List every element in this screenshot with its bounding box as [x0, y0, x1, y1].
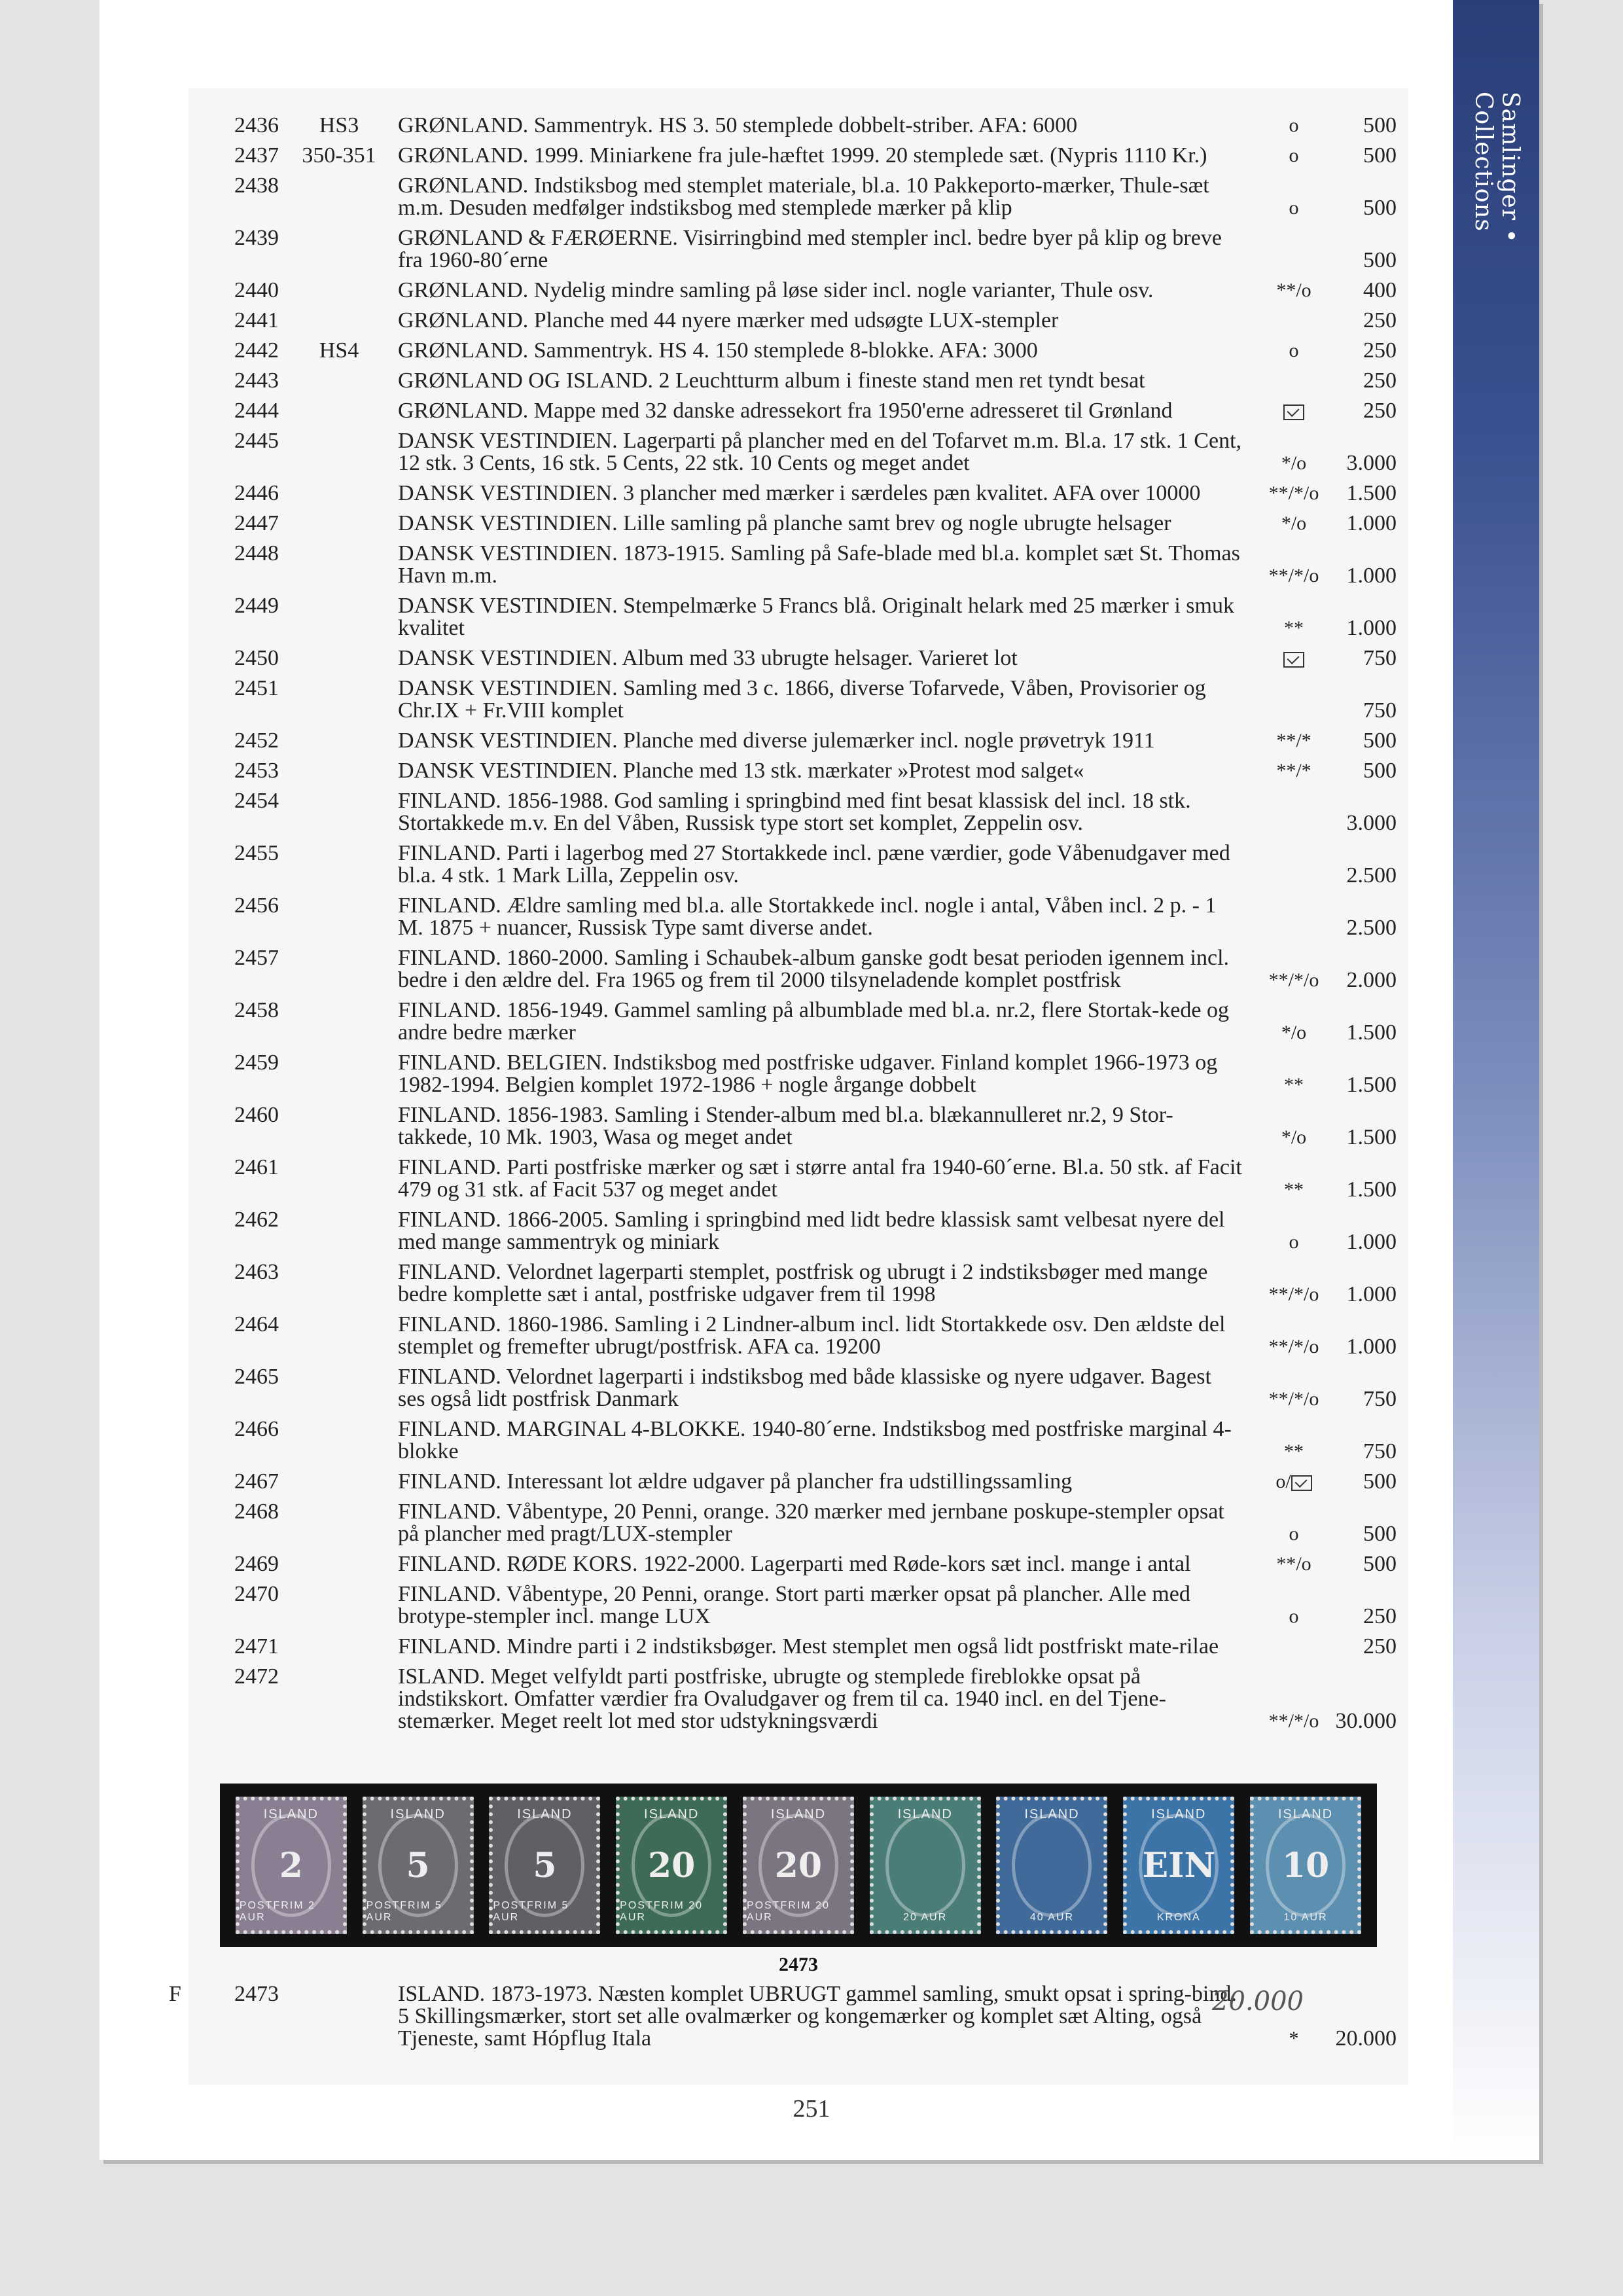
- sidebar-label: Samlinger • Collections: [1470, 92, 1524, 243]
- stamp-inscription: 10 AUR: [1283, 1912, 1328, 1923]
- stamp-oval: [1139, 1814, 1219, 1917]
- lot-row: [188, 999, 1408, 1044]
- lot-number: 2449: [234, 594, 279, 618]
- stamp-oval: [885, 1814, 965, 1917]
- lot-description: FINLAND. RØDE KORS. 1922-2000. Lagerparti med Røde-kors sæt incl. mange i antal: [398, 1552, 1191, 1576]
- lot-number: 2473: [234, 1982, 279, 2006]
- lot-condition: o: [1289, 197, 1299, 219]
- lot-row: [188, 895, 1408, 939]
- lot-description: ISLAND. Meget velfyldt parti postfriske, ubrugte og stemplede fireblokke opsat på indstikskort. Omfatter værdier fra Ovaludgaver og frem til ca. 1940 incl. en del Tjene-stemærker. Meget reelt lot med stor udstykningsværdi: [398, 1664, 1166, 1733]
- lot-price: 750: [1363, 1387, 1397, 1411]
- stamp-image: [996, 1797, 1107, 1934]
- lot-row: [188, 1553, 1408, 1575]
- stamp-value: 5: [406, 1845, 430, 1886]
- lot-description: FINLAND. Velordnet lagerparti stemplet, postfrisk og ubrugt i 2 indstiksbøger med mange bedre komplette sæt i antal, postfriske udgaver frem til 1998: [398, 1260, 1208, 1306]
- lot-price: 500: [1363, 113, 1397, 137]
- stamp-oval: [1266, 1814, 1346, 1917]
- lot-row: [188, 430, 1408, 475]
- lot-price: 1.000: [1346, 1335, 1397, 1359]
- lot-price: 3.000: [1346, 451, 1397, 475]
- lot-condition: o: [1289, 115, 1299, 136]
- lot-condition: o: [1289, 1605, 1299, 1627]
- stamp-country: ISLAND: [390, 1807, 446, 1821]
- lot-number: 2457: [234, 946, 279, 970]
- lot-price: 1.500: [1346, 1073, 1397, 1097]
- lot-description: FINLAND. BELGIEN. Indstiksbog med postfriske udgaver. Finland komplet 1966-1973 og 1982-1994. Belgien komplet 1972-1986 + nogle årgange dobbelt: [398, 1050, 1218, 1097]
- lot-price: 2.500: [1346, 863, 1397, 888]
- lot-condition: o: [1289, 340, 1299, 361]
- lot-price: 30.000: [1335, 1709, 1397, 1733]
- lot-number: 2468: [234, 1499, 279, 1524]
- lot-row: [188, 279, 1408, 302]
- lot-price: 500: [1363, 196, 1397, 220]
- stamp-image: [616, 1797, 727, 1934]
- lot-description: GRØNLAND. Indstiksbog med stemplet materiale, bl.a. 10 Pakkeporto-mærker, Thule-sæt m.m. Desuden medfølger indstiksbog med stemplede mærker på klip: [398, 173, 1209, 220]
- lot-row: [188, 1366, 1408, 1410]
- lot-reference: 350-351: [302, 143, 376, 168]
- lot-condition: */o: [1281, 452, 1307, 474]
- lot-description: FINLAND. Parti postfriske mærker og sæt i større antal fra 1940-60´erne. Bl.a. 50 stk. af Facit 479 og 31 stk. af Facit 537 og meget andet: [398, 1155, 1242, 1202]
- lot-number: 2450: [234, 646, 279, 670]
- lot-number: 2453: [234, 759, 279, 783]
- lot-number: 2471: [234, 1634, 279, 1659]
- lot-number: 2446: [234, 481, 279, 505]
- lot-row: [188, 400, 1408, 422]
- lot-condition: **: [1284, 1074, 1304, 1096]
- lot-row: [188, 310, 1408, 332]
- stamp-value: 20: [774, 1845, 823, 1886]
- lot-description: ISLAND. 1873-1973. Næsten komplet UBRUGT gammel samling, smukt opsat i spring-bind. 5 Skillingsmærker, stort set alle ovalmærker og kongemærker og komplet sæt Alting, også Tjeneste, samt Hópflug Itala: [398, 1982, 1237, 2051]
- stamp-inscription: POSTFRIM 5 AUR: [366, 1900, 442, 1923]
- lot-number: 2467: [234, 1469, 279, 1494]
- lot-row: [188, 1636, 1408, 1658]
- lot-description: GRØNLAND. Planche med 44 nyere mærker med udsøgte LUX-stempler: [398, 308, 1059, 332]
- lot-condition: */o: [1281, 1126, 1307, 1148]
- lot-number: 2443: [234, 368, 279, 393]
- lot-number: 2447: [234, 511, 279, 535]
- lot-condition: **/*/o: [1268, 1336, 1319, 1357]
- lot-description: FINLAND. MARGINAL 4-BLOKKE. 1940-80´erne. Indstiksbog med postfriske marginal 4-blokke: [398, 1417, 1232, 1463]
- lot-description: GRØNLAND & FÆRØERNE. Visirringbind med stempler incl. bedre byer på klip og breve fra 1960-80´erne: [398, 226, 1222, 272]
- envelope-icon: [1283, 404, 1304, 420]
- lot-description: GRØNLAND. Mappe med 32 danske adressekort fra 1950'erne adresseret til Grønland: [398, 399, 1173, 423]
- lot-row: [188, 1157, 1408, 1201]
- lot-price: 500: [1363, 1522, 1397, 1546]
- lot-row: [188, 730, 1408, 752]
- lot-reference: HS4: [319, 338, 359, 363]
- lot-condition: **: [1284, 617, 1304, 639]
- lot-row: [188, 482, 1408, 505]
- lot-number: 2463: [234, 1260, 279, 1284]
- lot-row: [188, 595, 1408, 639]
- stamp-image: [363, 1797, 474, 1934]
- lot-price: 1.000: [1346, 1282, 1397, 1306]
- lot-price: 750: [1363, 646, 1397, 670]
- lot-description: FINLAND. 1856-1983. Samling i Stender-album med bl.a. blækannulleret nr.2, 9 Stor-takkede, 10 Mk. 1903, Wasa og meget andet: [398, 1103, 1173, 1149]
- photo-caption: 2473: [779, 1954, 818, 1975]
- lot-condition: **/o: [1276, 279, 1311, 301]
- stamp-value: 2: [279, 1845, 303, 1886]
- lot-price: 500: [1363, 1469, 1397, 1494]
- envelope-icon: [1283, 652, 1304, 668]
- lot-condition: o: [1289, 145, 1299, 166]
- stamp-value: 20: [647, 1845, 696, 1886]
- lot-number: 2444: [234, 399, 279, 423]
- lot-row: [188, 1471, 1408, 1493]
- lot-condition: **/*/o: [1268, 1710, 1319, 1732]
- lot-number: 2462: [234, 1208, 279, 1232]
- lot-price: 750: [1363, 1439, 1397, 1463]
- lot-row: [188, 790, 1408, 834]
- stamp-image: [236, 1797, 347, 1934]
- stamp-inscription: 40 AUR: [1029, 1912, 1075, 1923]
- lot-row: [188, 842, 1408, 887]
- stamp-value: 10: [1281, 1845, 1330, 1886]
- lot-description: DANSK VESTINDIEN. 3 plancher med mærker i særdeles pæn kvalitet. AFA over 10000: [398, 481, 1201, 505]
- stamp-country: ISLAND: [517, 1807, 573, 1821]
- lot-description: GRØNLAND. Nydelig mindre samling på løse sider incl. nogle varianter, Thule osv.: [398, 278, 1154, 302]
- stamp-oval: [1012, 1814, 1092, 1917]
- lot-number: 2458: [234, 998, 279, 1022]
- lot-number: 2466: [234, 1417, 279, 1441]
- lot-price: 1.500: [1346, 1177, 1397, 1202]
- lot-row: [188, 1209, 1408, 1253]
- lot-description: DANSK VESTINDIEN. 1873-1915. Samling på Safe-blade med bl.a. komplet sæt St. Thomas Havn m.m.: [398, 541, 1240, 588]
- lot-description: GRØNLAND. Sammentryk. HS 4. 150 stemplede 8-blokke. AFA: 3000: [398, 338, 1038, 363]
- lot-condition: **/*/o: [1268, 1388, 1319, 1410]
- content-area: [169, 88, 1408, 2085]
- lot-condition: **/*: [1276, 730, 1311, 751]
- lot-number: 2455: [234, 841, 279, 865]
- lot-number: 2441: [234, 308, 279, 332]
- lot-price: 250: [1363, 308, 1397, 332]
- lot-number: 2464: [234, 1312, 279, 1336]
- lot-row: [188, 543, 1408, 587]
- stamp-country: ISLAND: [1024, 1807, 1080, 1821]
- lot-description: DANSK VESTINDIEN. Planche med 13 stk. mærkater »Protest mod salget«: [398, 759, 1084, 783]
- stamp-inscription: KRONA: [1156, 1912, 1201, 1923]
- lot-price: 1.000: [1346, 616, 1397, 640]
- lot-number: 2452: [234, 728, 279, 753]
- stamp-country: ISLAND: [1277, 1807, 1334, 1821]
- lot-price: 400: [1363, 278, 1397, 302]
- lot-description: GRØNLAND. Sammentryk. HS 3. 50 stemplede dobbelt-striber. AFA: 6000: [398, 113, 1078, 137]
- lot-price: 250: [1363, 1604, 1397, 1628]
- lot-description: DANSK VESTINDIEN. Planche med diverse julemærker incl. nogle prøvetryk 1911: [398, 728, 1155, 753]
- lot-price: 250: [1363, 368, 1397, 393]
- lot-condition: **/*/o: [1268, 565, 1319, 586]
- lot-row: [188, 115, 1408, 137]
- lot-row: [188, 1418, 1408, 1463]
- lot-price: 2.500: [1346, 916, 1397, 940]
- lot-description: FINLAND. Våbentype, 20 Penni, orange. 320 mærker med jernbane poskupe-stempler opsat på plancher med pragt/LUX-stempler: [398, 1499, 1224, 1546]
- lot-row: [188, 370, 1408, 392]
- lot-price: 250: [1363, 399, 1397, 423]
- lot-condition: o: [1289, 1523, 1299, 1545]
- lot-row: [188, 647, 1408, 670]
- lot-description: FINLAND. Ældre samling med bl.a. alle Stortakkede incl. nogle i antal, Våben incl. 2 p. - 1 M. 1875 + nuancer, Russisk Type samt diverse andet.: [398, 893, 1217, 940]
- lot-price: 1.500: [1346, 1020, 1397, 1045]
- lot-description: DANSK VESTINDIEN. Stempelmærke 5 Francs blå. Originalt helark med 25 mærker i smuk kvalitet: [398, 594, 1234, 640]
- lot-description: DANSK VESTINDIEN. Album med 33 ubrugte helsager. Varieret lot: [398, 646, 1018, 670]
- lot-description: FINLAND. 1856-1949. Gammel samling på albumblade med bl.a. nr.2, flere Stortak-kede og andre bedre mærker: [398, 998, 1229, 1045]
- lot-condition: **/*/o: [1268, 1283, 1319, 1305]
- page-number: 251: [793, 2095, 830, 2123]
- lot-number: 2459: [234, 1050, 279, 1075]
- lot-row: [188, 760, 1408, 782]
- lot-number: 2445: [234, 429, 279, 453]
- lot-price: 500: [1363, 728, 1397, 753]
- lot-description: FINLAND. Velordnet lagerparti i indstiksbog med både klassiske og nyere udgaver. Bagest ses også lidt postfrisk Danmark: [398, 1365, 1211, 1411]
- lot-price: 500: [1363, 248, 1397, 272]
- lot-condition: **: [1284, 1179, 1304, 1200]
- lot-condition: o: [1289, 1231, 1299, 1253]
- lot-description: GRØNLAND. 1999. Miniarkene fra jule-hæftet 1999. 20 stemplede sæt. (Nypris 1110 Kr.): [398, 143, 1207, 168]
- lot-description: FINLAND. 1866-2005. Samling i springbind med lidt bedre klassisk samt velbesat nyere del med mange sammentryk og miniark: [398, 1208, 1225, 1254]
- lot-description: FINLAND. Mindre parti i 2 indstiksbøger. Mest stemplet men også lidt postfriskt mate-rilae: [398, 1634, 1219, 1659]
- stamp-inscription: POSTFRIM 20 AUR: [746, 1900, 830, 1923]
- lot-price: 250: [1363, 338, 1397, 363]
- stamp-value: EIN: [1142, 1845, 1215, 1886]
- lot-price: 1.500: [1346, 1125, 1397, 1149]
- stamp-inscription: 20 AUR: [903, 1912, 948, 1923]
- lot-row: [188, 1052, 1408, 1096]
- lot-description: GRØNLAND OG ISLAND. 2 Leuchtturm album i fineste stand men ret tyndt besat: [398, 368, 1145, 393]
- lot-condition: **: [1284, 1441, 1304, 1462]
- lot-number: 2469: [234, 1552, 279, 1576]
- lot-description: FINLAND. Våbentype, 20 Penni, orange. Stort parti mærker opsat på plancher. Alle med brotype-stempler incl. mange LUX: [398, 1582, 1190, 1628]
- lot-row: [188, 947, 1408, 992]
- lot-marker: F: [169, 1982, 181, 2006]
- lot-number: 2465: [234, 1365, 279, 1389]
- lot-description: DANSK VESTINDIEN. Samling med 3 c. 1866, diverse Tofarvede, Våben, Provisorier og Chr.IX + Fr.VIII komplet: [398, 676, 1206, 723]
- lot-reference: HS3: [319, 113, 359, 137]
- lot-row: [188, 1261, 1408, 1306]
- stamp-country: ISLAND: [263, 1807, 319, 1821]
- lot-price: 1.000: [1346, 511, 1397, 535]
- lot-price: 1.500: [1346, 481, 1397, 505]
- lot-condition: o/: [1251, 1471, 1336, 1493]
- lot-row: [188, 512, 1408, 535]
- lot-number: 2472: [234, 1664, 279, 1689]
- lot-row: [188, 1104, 1408, 1149]
- lot-condition: **/*/o: [1268, 969, 1319, 991]
- lot-number: 2440: [234, 278, 279, 302]
- handwritten-note: 20.000: [1212, 1986, 1304, 2017]
- lot-number: 2460: [234, 1103, 279, 1127]
- lot-condition: **/*/o: [1268, 482, 1319, 504]
- stamp-image: [489, 1797, 600, 1934]
- stamp-inscription: POSTFRIM 2 AUR: [239, 1900, 315, 1923]
- lot-number: 2456: [234, 893, 279, 918]
- lot-price: 250: [1363, 1634, 1397, 1659]
- lot-number: 2451: [234, 676, 279, 700]
- lot-condition: **/*: [1276, 760, 1311, 781]
- lot-price: 20.000: [1335, 2026, 1397, 2051]
- lot-condition: **/o: [1276, 1553, 1311, 1575]
- lot-price: 500: [1363, 1552, 1397, 1576]
- lot-row: [188, 175, 1408, 219]
- stamp-photo: [220, 1784, 1377, 1947]
- lot-price: 750: [1363, 698, 1397, 723]
- lot-row: [188, 145, 1408, 167]
- lot-price: 2.000: [1346, 968, 1397, 992]
- lot-number: 2448: [234, 541, 279, 565]
- lot-condition: */o: [1281, 1022, 1307, 1043]
- stamp-image: [743, 1797, 854, 1934]
- lot-number: 2438: [234, 173, 279, 198]
- lot-number: 2470: [234, 1582, 279, 1606]
- lot-price: 500: [1363, 143, 1397, 168]
- lot-row: [188, 677, 1408, 722]
- lot-number: 2454: [234, 789, 279, 813]
- lot-row: [188, 340, 1408, 362]
- lot-description: FINLAND. 1860-2000. Samling i Schaubek-album ganske godt besat perioden igennem incl. bedre i den ældre del. Fra 1965 og frem til 2000 tilsyneladende komplet postfrisk: [398, 946, 1230, 992]
- lot-row: [188, 1314, 1408, 1358]
- lot-row: [188, 1501, 1408, 1545]
- lot-number: 2439: [234, 226, 279, 250]
- stamp-country: ISLAND: [644, 1807, 700, 1821]
- lot-description: FINLAND. 1860-1986. Samling i 2 Lindner-album incl. lidt Stortakkede osv. Den ældste del stemplet og fremefter ubrugt/postfrisk. AFA ca. 19200: [398, 1312, 1226, 1359]
- stamp-image: [870, 1797, 981, 1934]
- lot-description: DANSK VESTINDIEN. Lille samling på planche samt brev og nogle ubrugte helsager: [398, 511, 1171, 535]
- lot-condition: */o: [1281, 512, 1307, 534]
- lot-price: 500: [1363, 759, 1397, 783]
- lot-description: DANSK VESTINDIEN. Lagerparti på plancher med en del Tofarvet m.m. Bl.a. 17 stk. 1 Cent, 12 stk. 3 Cents, 16 stk. 5 Cents, 22 stk. 10 Cents og meget andet: [398, 429, 1242, 475]
- stamp-image: [1123, 1797, 1234, 1934]
- stamp-inscription: POSTFRIM 5 AUR: [493, 1900, 569, 1923]
- stamp-image: [1250, 1797, 1361, 1934]
- stamp-country: ISLAND: [1151, 1807, 1207, 1821]
- lot-row: [188, 1666, 1408, 1732]
- lot-description: FINLAND. Parti i lagerbog med 27 Stortakkede incl. pæne værdier, gode Våbenudgaver med bl.a. 4 stk. 1 Mark Lilla, Zeppelin osv.: [398, 841, 1230, 888]
- lot-row: [188, 1583, 1408, 1628]
- lot-list: [188, 115, 1408, 1740]
- lot-number: 2461: [234, 1155, 279, 1179]
- lot-number: 2442: [234, 338, 279, 363]
- lot-description: FINLAND. 1856-1988. God samling i springbind med fint besat klassisk del incl. 18 stk. Stortakkede m.v. En del Våben, Russisk type stort set komplet, Zeppelin osv.: [398, 789, 1191, 835]
- lot-price: 1.000: [1346, 564, 1397, 588]
- stamp-country: ISLAND: [770, 1807, 827, 1821]
- stamp-country: ISLAND: [897, 1807, 953, 1821]
- lot-price: 3.000: [1346, 811, 1397, 835]
- envelope-icon: [1291, 1475, 1312, 1491]
- lot-number: 2436: [234, 113, 279, 137]
- stamp-value: 5: [533, 1845, 557, 1886]
- lot-condition: *: [1289, 2028, 1299, 2049]
- stamp-inscription: POSTFRIM 20 AUR: [620, 1900, 704, 1923]
- lot-description: FINLAND. Interessant lot ældre udgaver på plancher fra udstillingssamling: [398, 1469, 1073, 1494]
- lot-row: [188, 227, 1408, 272]
- lot-price: 1.000: [1346, 1230, 1397, 1254]
- lot-number: 2437: [234, 143, 279, 168]
